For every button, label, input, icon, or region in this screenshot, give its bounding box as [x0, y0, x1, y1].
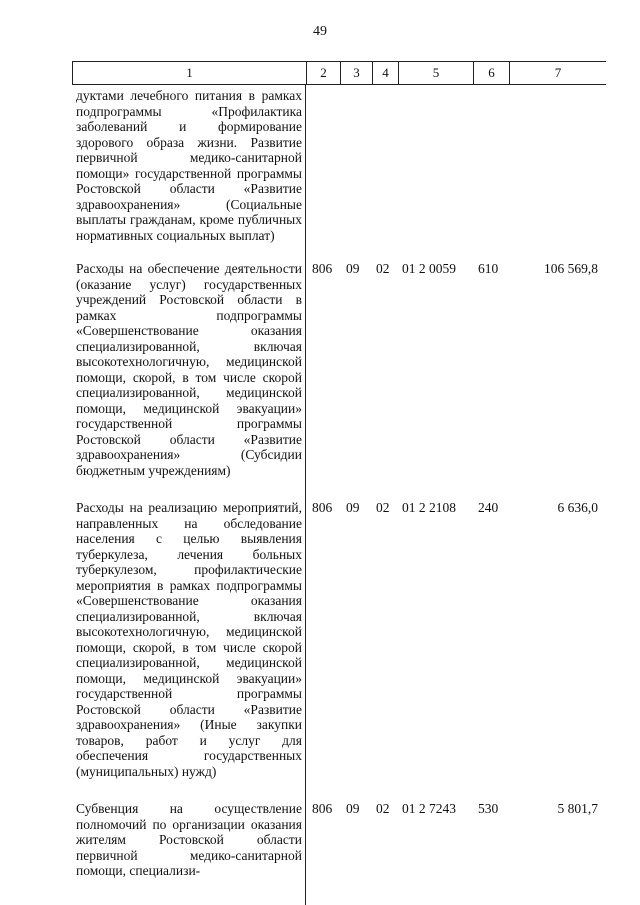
row-section: 09	[346, 801, 360, 816]
header-col-7: 7	[510, 62, 607, 85]
row-target-article: 01 2 0059	[402, 261, 456, 276]
row-expense-type: 610	[478, 261, 499, 276]
table-row	[72, 500, 602, 779]
header-col-1: 1	[73, 62, 307, 85]
table-row	[72, 88, 602, 243]
header-col-5: 5	[399, 62, 474, 85]
row-grbs: 806	[312, 500, 333, 515]
row-expense-type: 530	[478, 801, 499, 816]
row-description: Расходы на обеспечение деятельности (оказание услуг) государственных учреждений Ростовской области в рамках подпрограммы «Совершенствование оказания специализированной, включая высокотехнологичную, медицинской помощи, скорой, в том числе скорой специализированной, медицинской помощи, медицинской эвакуации» государственной программы Ростовской области «Развитие здравоохранения» (Субсидии бюджетным учреждениям)	[76, 261, 302, 478]
row-subsection: 02	[376, 801, 390, 816]
row-target-article: 01 2 2108	[402, 500, 456, 515]
row-grbs: 806	[312, 801, 333, 816]
row-section: 09	[346, 261, 360, 276]
row-target-article: 01 2 7243	[402, 801, 456, 816]
row-amount: 6 636,0	[557, 500, 598, 515]
row-subsection: 02	[376, 261, 390, 276]
row-amount: 106 569,8	[544, 261, 598, 276]
header-col-6: 6	[474, 62, 510, 85]
row-description: дуктами лечебного питания в рамках подпрограммы «Профилактика заболеваний и формирование здорового образа жизни. Развитие первичной медико-санитарной помощи» государственной программы Ростовской области «Развитие здравоохранения» (Социальные выплаты гражданам, кроме публичных нормативных социальных выплат)	[76, 88, 302, 243]
table-row	[72, 801, 602, 879]
table-row	[72, 261, 602, 478]
row-grbs: 806	[312, 261, 333, 276]
row-section: 09	[346, 500, 360, 515]
row-description: Расходы на реализацию мероприятий, направленных на обследование населения с целью выявления туберкулеза, лечения больных туберкулезом, профилактические мероприятия в рамках подпрограммы «Совершенствование оказания специализированной, включая высокотехнологичную, медицинской помощи, скорой, в том числе скорой специализированной, медицинской помощи, медицинской эвакуации» государственной программы Ростовской области «Развитие здравоохранения» (Иные закупки товаров, работ и услуг для обеспечения государственных (муниципальных) нужд)	[76, 500, 302, 779]
row-description: Субвенция на осуществление полномочий по организации оказания жителям Ростовской области первичной медико-санитарной помощи, специализи-	[76, 801, 302, 878]
row-subsection: 02	[376, 500, 390, 515]
table-header	[72, 61, 606, 85]
row-amount: 5 801,7	[557, 801, 598, 816]
page-number: 49	[313, 24, 327, 39]
header-col-3: 3	[341, 62, 373, 85]
table-body	[72, 85, 602, 879]
header-col-4: 4	[373, 62, 399, 85]
header-col-2: 2	[307, 62, 341, 85]
row-expense-type: 240	[478, 500, 499, 515]
